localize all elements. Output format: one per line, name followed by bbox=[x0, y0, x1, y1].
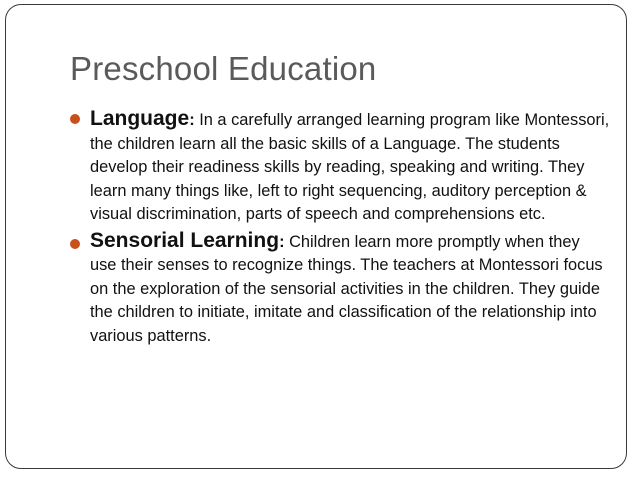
bullet-marker-icon bbox=[70, 114, 80, 124]
bullet-colon: : bbox=[189, 111, 195, 129]
bullet-term: Sensorial Learning bbox=[90, 228, 280, 252]
bullet-text: In a carefully arranged learning program like Montessori, the children learn all the basic skills of a Language. The students develop their readiness skills by reading, speaking and writing. They learn many things like, left to right sequencing, auditory perception & visual discrimination, parts of speech and comprehensions etc. bbox=[90, 111, 610, 223]
bullet-text: Children learn more promptly when they use their senses to recognize things. The teachers at Montessori focus on the exploration of the sensorial activities in the children. They guide the children to initiate, imitate and classification of the relationship into various patterns. bbox=[90, 232, 603, 345]
bullet-colon: : bbox=[279, 232, 285, 251]
bullet-item-sensorial-learning bbox=[70, 229, 610, 349]
slide-title: Preschool Education bbox=[70, 50, 377, 87]
bullet-term: Language bbox=[90, 107, 190, 130]
bullet-list bbox=[70, 107, 610, 348]
bullet-item-language bbox=[70, 107, 610, 227]
bullet-marker-icon bbox=[70, 239, 80, 249]
